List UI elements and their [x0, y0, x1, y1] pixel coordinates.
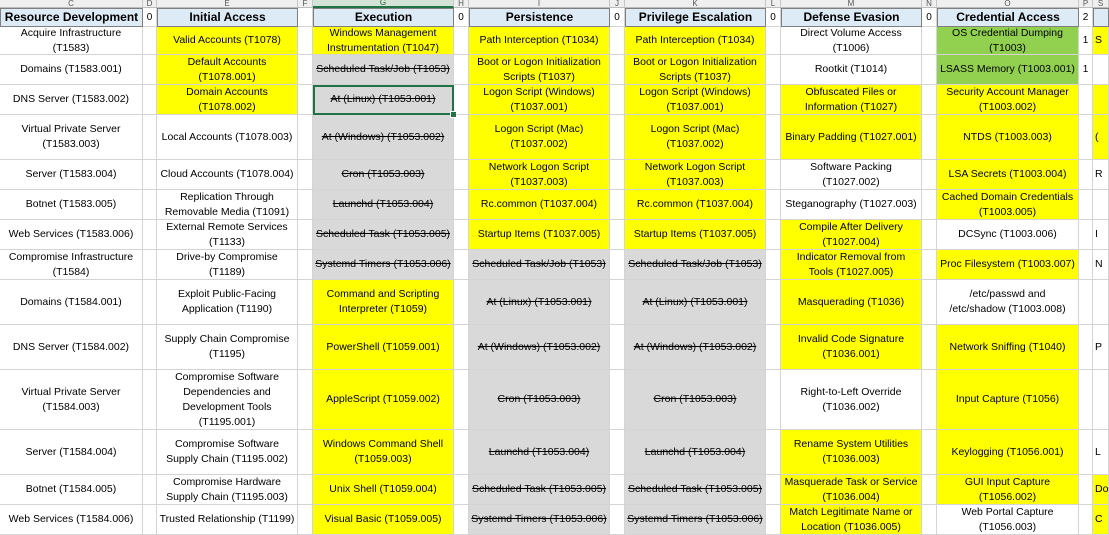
- technique-count-cell[interactable]: [143, 250, 157, 280]
- technique-count-cell[interactable]: [922, 430, 937, 475]
- column-header-f[interactable]: F: [298, 0, 313, 8]
- technique-count-cell[interactable]: [298, 505, 313, 535]
- technique-cell[interactable]: NTDS (T1003.003): [937, 115, 1079, 160]
- technique-cell[interactable]: Local Accounts (T1078.003): [157, 115, 298, 160]
- technique-count-cell[interactable]: [922, 220, 937, 250]
- fill-handle[interactable]: [450, 111, 457, 118]
- technique-cell[interactable]: R: [1093, 160, 1109, 190]
- technique-cell[interactable]: LSA Secrets (T1003.004): [937, 160, 1079, 190]
- tactic-header-privilege-escalation[interactable]: Privilege Escalation: [625, 8, 766, 27]
- technique-cell[interactable]: Boot or Logon Initialization Scripts (T1037): [469, 55, 610, 85]
- technique-cell[interactable]: (: [1093, 115, 1109, 160]
- technique-count-cell[interactable]: [922, 325, 937, 370]
- tactic-count-persistence[interactable]: 0: [610, 8, 625, 27]
- technique-cell[interactable]: Input Capture (T1056): [937, 370, 1079, 430]
- technique-cell[interactable]: Masquerade Task or Service (T1036.004): [781, 475, 922, 505]
- technique-cell[interactable]: Security Account Manager (T1003.002): [937, 85, 1079, 115]
- technique-cell[interactable]: Launchd (T1053.004): [313, 190, 454, 220]
- technique-cell[interactable]: PowerShell (T1059.001): [313, 325, 454, 370]
- technique-cell[interactable]: Cron (T1053.003): [625, 370, 766, 430]
- technique-count-cell[interactable]: [1079, 430, 1093, 475]
- technique-count-cell[interactable]: [1079, 190, 1093, 220]
- technique-count-cell[interactable]: [454, 505, 469, 535]
- technique-count-cell[interactable]: [298, 190, 313, 220]
- technique-count-cell[interactable]: [766, 220, 781, 250]
- technique-count-cell[interactable]: [298, 430, 313, 475]
- technique-cell[interactable]: At (Windows) (T1053.002): [625, 325, 766, 370]
- technique-cell[interactable]: Compromise Hardware Supply Chain (T1195.003): [157, 475, 298, 505]
- technique-cell[interactable]: Cron (T1053.003): [469, 370, 610, 430]
- technique-cell[interactable]: At (Windows) (T1053.002): [313, 115, 454, 160]
- technique-cell[interactable]: AppleScript (T1059.002): [313, 370, 454, 430]
- technique-count-cell[interactable]: [298, 85, 313, 115]
- technique-cell[interactable]: Compromise Software Dependencies and Development Tools (T1195.001): [157, 370, 298, 430]
- technique-cell[interactable]: Botnet (T1583.005): [0, 190, 143, 220]
- technique-count-cell[interactable]: [298, 160, 313, 190]
- technique-cell[interactable]: Valid Accounts (T1078): [157, 27, 298, 55]
- technique-cell[interactable]: Cron (T1053.003): [313, 160, 454, 190]
- column-header-j[interactable]: J: [610, 0, 625, 8]
- technique-count-cell[interactable]: [610, 115, 625, 160]
- technique-cell[interactable]: Launchd (T1053.004): [625, 430, 766, 475]
- technique-count-cell[interactable]: [1079, 370, 1093, 430]
- technique-count-cell[interactable]: [298, 115, 313, 160]
- technique-count-cell[interactable]: [298, 370, 313, 430]
- technique-count-cell[interactable]: [610, 250, 625, 280]
- technique-count-cell[interactable]: [143, 325, 157, 370]
- tactic-header-defense-evasion[interactable]: Defense Evasion: [781, 8, 922, 27]
- technique-cell[interactable]: Compromise Software Supply Chain (T1195.002): [157, 430, 298, 475]
- technique-cell[interactable]: Scheduled Task/Job (T1053): [469, 250, 610, 280]
- technique-cell[interactable]: OS Credential Dumping (T1003): [937, 27, 1079, 55]
- column-header-c[interactable]: C: [0, 0, 143, 8]
- technique-count-cell[interactable]: [922, 115, 937, 160]
- technique-count-cell[interactable]: [766, 505, 781, 535]
- technique-count-cell[interactable]: [298, 325, 313, 370]
- technique-cell[interactable]: [1093, 190, 1109, 220]
- tactic-count-credential-access[interactable]: 2: [1079, 8, 1093, 27]
- technique-cell[interactable]: Botnet (T1584.005): [0, 475, 143, 505]
- technique-count-cell[interactable]: [766, 250, 781, 280]
- technique-count-cell[interactable]: [766, 370, 781, 430]
- technique-cell[interactable]: Scheduled Task/Job (T1053): [625, 250, 766, 280]
- technique-count-cell[interactable]: [1079, 505, 1093, 535]
- technique-cell[interactable]: Web Services (T1584.006): [0, 505, 143, 535]
- technique-count-cell[interactable]: [922, 190, 937, 220]
- technique-count-cell[interactable]: [610, 475, 625, 505]
- technique-cell[interactable]: Invalid Code Signature (T1036.001): [781, 325, 922, 370]
- technique-count-cell[interactable]: [143, 430, 157, 475]
- technique-count-cell[interactable]: [610, 27, 625, 55]
- technique-count-cell[interactable]: [610, 280, 625, 325]
- technique-cell[interactable]: Boot or Logon Initialization Scripts (T1037): [625, 55, 766, 85]
- technique-count-cell[interactable]: [298, 280, 313, 325]
- technique-cell[interactable]: Cloud Accounts (T1078.004): [157, 160, 298, 190]
- technique-count-cell[interactable]: [922, 505, 937, 535]
- technique-cell[interactable]: L: [1093, 430, 1109, 475]
- technique-cell[interactable]: Cached Domain Credentials (T1003.005): [937, 190, 1079, 220]
- technique-count-cell[interactable]: [610, 55, 625, 85]
- technique-cell[interactable]: N: [1093, 250, 1109, 280]
- technique-count-cell[interactable]: [1079, 115, 1093, 160]
- technique-count-cell[interactable]: [922, 280, 937, 325]
- technique-count-cell[interactable]: [143, 475, 157, 505]
- technique-count-cell[interactable]: [454, 220, 469, 250]
- technique-count-cell[interactable]: 1: [1079, 27, 1093, 55]
- technique-cell[interactable]: Windows Management Instrumentation (T1047): [313, 27, 454, 55]
- technique-cell[interactable]: Launchd (T1053.004): [469, 430, 610, 475]
- technique-count-cell[interactable]: [1079, 85, 1093, 115]
- column-header-i[interactable]: I: [469, 0, 610, 8]
- technique-cell[interactable]: Replication Through Removable Media (T1091): [157, 190, 298, 220]
- technique-count-cell[interactable]: [610, 160, 625, 190]
- column-header-p[interactable]: P: [1079, 0, 1093, 8]
- technique-count-cell[interactable]: [922, 370, 937, 430]
- technique-count-cell[interactable]: [454, 280, 469, 325]
- technique-count-cell[interactable]: [143, 85, 157, 115]
- technique-count-cell[interactable]: [922, 250, 937, 280]
- technique-cell[interactable]: At (Windows) (T1053.002): [469, 325, 610, 370]
- technique-cell[interactable]: Keylogging (T1056.001): [937, 430, 1079, 475]
- technique-cell[interactable]: Path Interception (T1034): [625, 27, 766, 55]
- tactic-header-persistence[interactable]: Persistence: [469, 8, 610, 27]
- technique-count-cell[interactable]: [922, 85, 937, 115]
- tactic-count-resource-development[interactable]: 0: [143, 8, 157, 27]
- technique-cell[interactable]: Windows Command Shell (T1059.003): [313, 430, 454, 475]
- technique-cell[interactable]: Proc Filesystem (T1003.007): [937, 250, 1079, 280]
- technique-cell[interactable]: Rootkit (T1014): [781, 55, 922, 85]
- technique-cell[interactable]: DCSync (T1003.006): [937, 220, 1079, 250]
- column-header-n[interactable]: N: [922, 0, 937, 8]
- technique-count-cell[interactable]: [766, 475, 781, 505]
- technique-cell[interactable]: Software Packing (T1027.002): [781, 160, 922, 190]
- technique-count-cell[interactable]: [922, 27, 937, 55]
- technique-count-cell[interactable]: [766, 325, 781, 370]
- technique-cell[interactable]: Default Accounts (T1078.001): [157, 55, 298, 85]
- tactic-header-resource-development[interactable]: Resource Development: [0, 8, 143, 27]
- technique-count-cell[interactable]: [298, 27, 313, 55]
- technique-count-cell[interactable]: [454, 190, 469, 220]
- technique-count-cell[interactable]: [143, 220, 157, 250]
- column-header-d[interactable]: D: [143, 0, 157, 8]
- technique-count-cell[interactable]: [922, 55, 937, 85]
- technique-cell[interactable]: Logon Script (Windows) (T1037.001): [625, 85, 766, 115]
- technique-cell[interactable]: Direct Volume Access (T1006): [781, 27, 922, 55]
- technique-count-cell[interactable]: [143, 370, 157, 430]
- technique-cell[interactable]: Compile After Delivery (T1027.004): [781, 220, 922, 250]
- technique-cell[interactable]: Systemd Timers (T1053.006): [313, 250, 454, 280]
- technique-count-cell[interactable]: [766, 280, 781, 325]
- technique-count-cell[interactable]: [454, 475, 469, 505]
- technique-count-cell[interactable]: [610, 325, 625, 370]
- tactic-count-execution[interactable]: 0: [454, 8, 469, 27]
- technique-cell[interactable]: Visual Basic (T1059.005): [313, 505, 454, 535]
- technique-count-cell[interactable]: [610, 370, 625, 430]
- technique-count-cell[interactable]: [766, 430, 781, 475]
- technique-cell[interactable]: Acquire Infrastructure (T1583): [0, 27, 143, 55]
- column-header-h[interactable]: H: [454, 0, 469, 8]
- technique-cell[interactable]: Rc.common (T1037.004): [625, 190, 766, 220]
- technique-cell[interactable]: Logon Script (Windows) (T1037.001): [469, 85, 610, 115]
- technique-count-cell[interactable]: [454, 370, 469, 430]
- technique-count-cell[interactable]: [298, 475, 313, 505]
- technique-cell[interactable]: Compromise Infrastructure (T1584): [0, 250, 143, 280]
- tactic-count-initial-access[interactable]: [298, 8, 313, 27]
- technique-cell[interactable]: Systemd Timers (T1053.006): [625, 505, 766, 535]
- column-header-l[interactable]: L: [766, 0, 781, 8]
- technique-cell[interactable]: Web Portal Capture (T1056.003): [937, 505, 1079, 535]
- technique-count-cell[interactable]: [766, 160, 781, 190]
- technique-cell[interactable]: Web Services (T1583.006): [0, 220, 143, 250]
- technique-cell[interactable]: [1093, 370, 1109, 430]
- technique-count-cell[interactable]: [298, 250, 313, 280]
- technique-cell[interactable]: Command and Scripting Interpreter (T1059): [313, 280, 454, 325]
- technique-count-cell[interactable]: [143, 160, 157, 190]
- tactic-header-initial-access[interactable]: Initial Access: [157, 8, 298, 27]
- technique-count-cell[interactable]: [454, 27, 469, 55]
- technique-count-cell[interactable]: [610, 220, 625, 250]
- technique-count-cell[interactable]: [454, 250, 469, 280]
- technique-count-cell[interactable]: [610, 190, 625, 220]
- technique-cell[interactable]: S: [1093, 27, 1109, 55]
- technique-count-cell[interactable]: [922, 475, 937, 505]
- technique-cell[interactable]: Scheduled Task (T1053.005): [625, 475, 766, 505]
- technique-cell[interactable]: At (Linux) (T1053.001): [625, 280, 766, 325]
- technique-cell[interactable]: Network Logon Script (T1037.003): [625, 160, 766, 190]
- technique-count-cell[interactable]: [766, 55, 781, 85]
- technique-cell[interactable]: I: [1093, 220, 1109, 250]
- technique-count-cell[interactable]: [1079, 325, 1093, 370]
- column-header-k[interactable]: K: [625, 0, 766, 8]
- technique-count-cell[interactable]: [922, 160, 937, 190]
- technique-cell[interactable]: Startup Items (T1037.005): [625, 220, 766, 250]
- technique-cell[interactable]: Systemd Timers (T1053.006): [469, 505, 610, 535]
- technique-cell[interactable]: Rename System Utilities (T1036.003): [781, 430, 922, 475]
- technique-count-cell[interactable]: [1079, 475, 1093, 505]
- technique-cell[interactable]: Domain Accounts (T1078.002): [157, 85, 298, 115]
- technique-cell[interactable]: Binary Padding (T1027.001): [781, 115, 922, 160]
- technique-cell[interactable]: Virtual Private Server (T1583.003): [0, 115, 143, 160]
- technique-cell[interactable]: Match Legitimate Name or Location (T1036.005): [781, 505, 922, 535]
- technique-count-cell[interactable]: [143, 505, 157, 535]
- technique-cell[interactable]: Scheduled Task (T1053.005): [313, 220, 454, 250]
- technique-cell[interactable]: Steganography (T1027.003): [781, 190, 922, 220]
- technique-count-cell[interactable]: [766, 190, 781, 220]
- technique-cell[interactable]: Domains (T1584.001): [0, 280, 143, 325]
- technique-cell[interactable]: Masquerading (T1036): [781, 280, 922, 325]
- technique-cell[interactable]: [1093, 280, 1109, 325]
- technique-count-cell[interactable]: [454, 430, 469, 475]
- technique-count-cell[interactable]: [766, 85, 781, 115]
- technique-count-cell[interactable]: [766, 115, 781, 160]
- technique-count-cell[interactable]: [298, 55, 313, 85]
- column-header-m[interactable]: M: [781, 0, 922, 8]
- technique-cell[interactable]: /etc/passwd and /etc/shadow (T1003.008): [937, 280, 1079, 325]
- technique-cell[interactable]: DNS Server (T1583.002): [0, 85, 143, 115]
- technique-cell[interactable]: At (Linux) (T1053.001): [469, 280, 610, 325]
- technique-cell[interactable]: P: [1093, 325, 1109, 370]
- technique-count-cell[interactable]: [143, 115, 157, 160]
- technique-cell[interactable]: Server (T1583.004): [0, 160, 143, 190]
- technique-count-cell[interactable]: [1079, 280, 1093, 325]
- technique-count-cell[interactable]: [610, 430, 625, 475]
- technique-count-cell[interactable]: [610, 85, 625, 115]
- technique-cell[interactable]: Rc.common (T1037.004): [469, 190, 610, 220]
- tactic-header-next[interactable]: [1093, 8, 1109, 27]
- column-header-g[interactable]: G: [313, 0, 454, 8]
- technique-cell[interactable]: Path Interception (T1034): [469, 27, 610, 55]
- technique-cell[interactable]: Scheduled Task/Job (T1053): [313, 55, 454, 85]
- technique-count-cell[interactable]: [1079, 220, 1093, 250]
- technique-cell[interactable]: Exploit Public-Facing Application (T1190): [157, 280, 298, 325]
- technique-cell[interactable]: Network Logon Script (T1037.003): [469, 160, 610, 190]
- technique-cell[interactable]: Server (T1584.004): [0, 430, 143, 475]
- technique-cell[interactable]: Unix Shell (T1059.004): [313, 475, 454, 505]
- technique-count-cell[interactable]: [143, 280, 157, 325]
- technique-count-cell[interactable]: [143, 190, 157, 220]
- technique-cell[interactable]: [1093, 55, 1109, 85]
- column-header-next[interactable]: S: [1093, 0, 1109, 8]
- technique-cell[interactable]: C: [1093, 505, 1109, 535]
- technique-cell[interactable]: Network Sniffing (T1040): [937, 325, 1079, 370]
- technique-count-cell[interactable]: [610, 505, 625, 535]
- tactic-header-credential-access[interactable]: Credential Access: [937, 8, 1079, 27]
- technique-cell[interactable]: Virtual Private Server (T1584.003): [0, 370, 143, 430]
- technique-cell[interactable]: GUI Input Capture (T1056.002): [937, 475, 1079, 505]
- technique-cell[interactable]: Scheduled Task (T1053.005): [469, 475, 610, 505]
- technique-cell[interactable]: External Remote Services (T1133): [157, 220, 298, 250]
- technique-count-cell[interactable]: [454, 160, 469, 190]
- technique-count-cell[interactable]: [454, 325, 469, 370]
- technique-count-cell[interactable]: [143, 27, 157, 55]
- technique-count-cell[interactable]: [1079, 160, 1093, 190]
- column-header-e[interactable]: E: [157, 0, 298, 8]
- technique-cell[interactable]: Logon Script (Mac) (T1037.002): [469, 115, 610, 160]
- technique-count-cell[interactable]: [454, 115, 469, 160]
- technique-cell[interactable]: Trusted Relationship (T1199): [157, 505, 298, 535]
- technique-cell[interactable]: LSASS Memory (T1003.001): [937, 55, 1079, 85]
- technique-cell[interactable]: Drive-by Compromise (T1189): [157, 250, 298, 280]
- tactic-count-privilege-escalation[interactable]: 0: [766, 8, 781, 27]
- technique-cell[interactable]: Logon Script (Mac) (T1037.002): [625, 115, 766, 160]
- technique-cell[interactable]: Indicator Removal from Tools (T1027.005): [781, 250, 922, 280]
- technique-count-cell[interactable]: 1: [1079, 55, 1093, 85]
- technique-cell[interactable]: Supply Chain Compromise (T1195): [157, 325, 298, 370]
- technique-cell[interactable]: Right-to-Left Override (T1036.002): [781, 370, 922, 430]
- technique-cell[interactable]: Obfuscated Files or Information (T1027): [781, 85, 922, 115]
- technique-count-cell[interactable]: [1079, 250, 1093, 280]
- technique-count-cell[interactable]: [454, 55, 469, 85]
- technique-cell[interactable]: Do: [1093, 475, 1109, 505]
- technique-count-cell[interactable]: [298, 220, 313, 250]
- technique-cell[interactable]: DNS Server (T1584.002): [0, 325, 143, 370]
- technique-count-cell[interactable]: [766, 27, 781, 55]
- technique-cell[interactable]: At (Linux) (T1053.001): [313, 85, 454, 115]
- tactic-header-execution[interactable]: Execution: [313, 8, 454, 27]
- technique-count-cell[interactable]: [143, 55, 157, 85]
- technique-cell[interactable]: Domains (T1583.001): [0, 55, 143, 85]
- technique-cell[interactable]: Startup Items (T1037.005): [469, 220, 610, 250]
- technique-cell[interactable]: [1093, 85, 1109, 115]
- tactic-count-defense-evasion[interactable]: 0: [922, 8, 937, 27]
- column-header-o[interactable]: O: [937, 0, 1079, 8]
